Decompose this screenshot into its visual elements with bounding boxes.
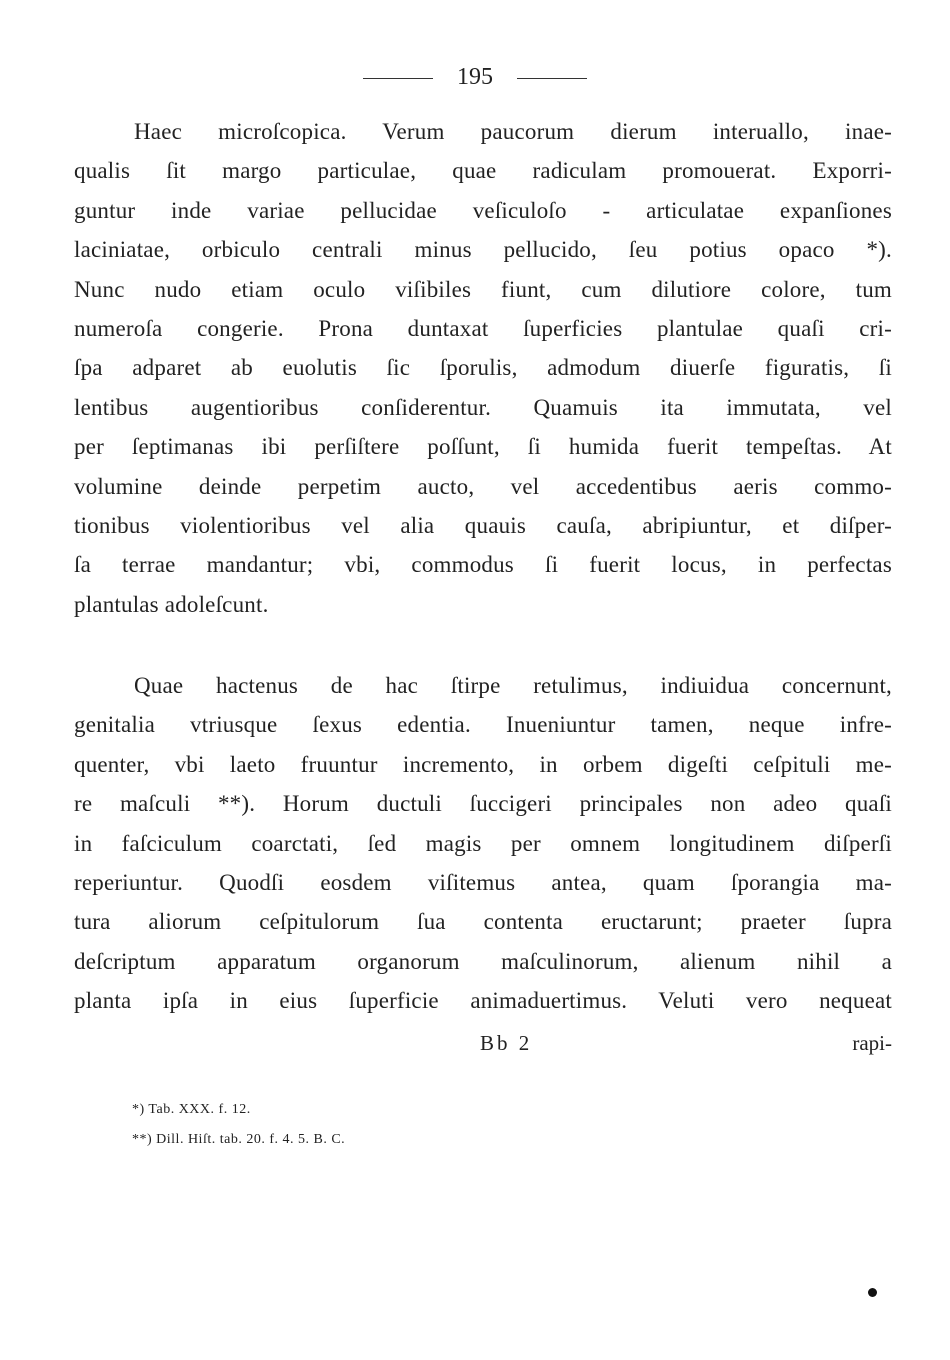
text-line: Quae hactenus de hac ſtirpe retulimus, indiuidua concernunt, [134,673,892,698]
page-foot [74,1028,892,1058]
text-line: tura aliorum ceſpitulorum ſua contenta eructarunt; praeter ſupra [74,909,892,935]
right-rule [517,78,587,79]
text-line: planta ipſa in eius ſuperficie animaduertimus. Veluti vero nequeat [74,988,892,1014]
text-line: qualis ſit margo particulae, quae radiculam promouerat. Exporri- [74,158,892,184]
footnotes [132,1095,345,1155]
text-line: plantulas adoleſcunt. [74,591,269,617]
text-line: lentibus augentioribus conſiderentur. Quamuis ita immutata, vel [74,394,892,420]
ink-dot [868,1288,877,1297]
text-line: ſa terrae mandantur; vbi, commodus ſi fuerit locus, in perfectas [74,552,892,578]
text-line: volumine deinde perpetim aucto, vel accedentibus aeris commo- [74,473,892,499]
text-line: ſpa adparet ab euolutis ſic ſporulis, admodum diuerſe figuratis, ſi [74,355,892,381]
catchword: rapi- [852,1031,892,1055]
text-line: per ſeptimanas ibi perſiſtere poſſunt, ſi humida fuerit tempeſtas. At [74,434,892,460]
left-rule [363,78,433,79]
paragraph-2 [74,666,892,1021]
text-line: guntur inde variae pellucidae veſiculoſo - articulatae expanſiones [74,197,892,223]
text-line: Haec microſcopica. Verum paucorum dierum interuallo, inae- [134,119,892,144]
text-line: re maſculi **). Horum ductuli ſuccigeri principales non adeo quaſi [74,791,892,817]
text-line: numeroſa congerie. Prona duntaxat ſuperficies plantulae quaſi cri- [74,315,892,341]
footnote: *) Tab. XXX. f. 12. [132,1102,251,1117]
text-line: Nunc nudo etiam oculo viſibiles fiunt, cum dilutiore colore, tum [74,276,892,302]
running-head [0,62,950,92]
text-line: genitalia vtriusque ſexus edentia. Inueniuntur tamen, neque infre- [74,712,892,738]
text-line: laciniatae, orbiculo centrali minus pellucido, ſeu potius opaco *). [74,237,892,263]
text-line: quenter, vbi laeto fruuntur incremento, in orbem digeſti ceſpituli me- [74,751,892,777]
paragraph-1 [74,112,892,624]
page-number: 195 [457,64,493,90]
text-line: tionibus violentioribus vel alia quauis cauſa, abripiuntur, et diſper- [74,512,892,538]
signature-mark: Bb 2 [480,1031,533,1055]
footnote: **) Dill. Hiſt. tab. 20. f. 4. 5. B. C. [132,1132,346,1147]
text-line: deſcriptum apparatum organorum maſculinorum, alienum nihil a [74,948,892,974]
text-line: reperiuntur. Quodſi eosdem viſitemus antea, quam ſporangia ma- [74,869,892,895]
text-line: in faſciculum coarctati, ſed magis per omnem longitudinem diſperſi [74,830,892,856]
